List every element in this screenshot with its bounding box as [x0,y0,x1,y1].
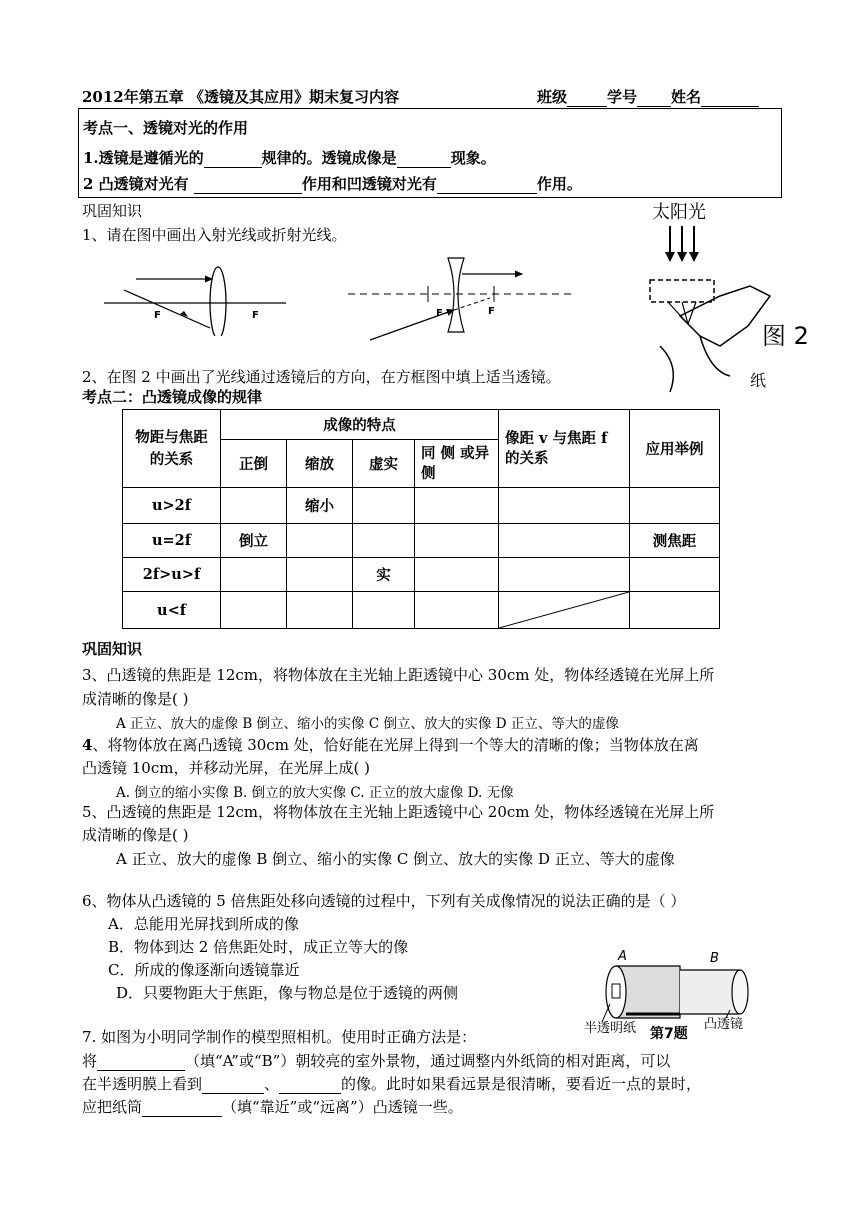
table-row [123,524,720,558]
q7-line2 [82,1050,670,1071]
blank-direction-choice[interactable] [142,1098,222,1117]
cell-app[interactable] [630,592,720,629]
page-title: 2012年第五章 《透镜及其应用》期末复习内容 [82,88,399,106]
header-relation: 物距与焦距的关系 [123,410,221,488]
section1-box [78,108,782,198]
section1-line2 [83,173,582,194]
q7-line2-a: 将 [82,1052,98,1070]
question-2: 2、在图 2 中画出了光线通过透镜后的方向，在方框图中填上适当透镜。 [82,368,561,386]
cell-side[interactable] [415,524,499,558]
focus-label-right: F [252,310,259,321]
q4-number: 4 [82,736,93,754]
cell-app[interactable] [630,488,720,524]
concave-lens-figure [340,254,580,344]
q6-option-b: B．物体到达 2 倍焦距处时，成正立等大的像 [108,938,409,956]
q7-line2-b: （填“A”或“B”）朝较亮的室外景物，通过调整内外纸筒的相对距离，可以 [185,1052,671,1070]
name-label: 姓名 [671,88,702,106]
q7-line3-c: 的像。此时如果看远景是很清晰，要看近一点的景时， [341,1075,702,1093]
cell-real[interactable] [353,488,415,524]
table-row [123,488,720,524]
diagonal-line [499,592,629,628]
blank-end-choice[interactable] [97,1052,185,1071]
q6-option-c: C．所成的像逐渐向透镜靠近 [108,961,300,979]
convex-lens-icon [210,267,226,336]
cell-app[interactable]: 测焦距 [630,524,720,558]
blank-image-feature-1[interactable] [202,1075,264,1094]
class-label: 班级 [537,88,568,106]
row-condition: 2f>u>f [123,558,221,592]
cell-real[interactable] [353,524,415,558]
name-blank[interactable] [701,88,759,107]
sunlight-label: 太阳光 [652,202,706,223]
header-upright: 正倒 [221,440,287,488]
q3-line2: 成清晰的像是( ) [82,690,189,708]
paper-shape [680,286,770,346]
convex-lens-figure [100,256,290,336]
line2-part-a: 2 凸透镜对光有 [83,175,189,193]
blank-imaging-phenomenon[interactable] [397,149,451,168]
header-side: 同 侧 或异侧 [415,440,499,488]
sunlight-figure [640,196,830,396]
converging-rays [668,302,696,324]
cell-vf[interactable] [499,488,630,524]
table-row [123,558,720,592]
figure-2-label: 图 2 [762,322,809,350]
q6-option-d: D．只要物距大于焦距，像与物总是位于透镜的两侧 [116,984,459,1002]
cell-app[interactable] [630,558,720,592]
cell-upright[interactable] [221,488,287,524]
inner-tube [680,970,740,1014]
model-camera-figure [580,944,770,1040]
cell-side[interactable] [415,488,499,524]
section1-line1 [83,147,496,168]
arrow-head-icon [665,252,675,262]
q7-line4-a: 应把纸筒 [82,1098,143,1116]
consolidate-heading-1: 巩固知识 [82,202,143,220]
cell-scale[interactable] [287,524,353,558]
paper-label: 纸 [750,371,767,390]
blank-convex-effect[interactable] [194,175,302,194]
question-1: 1、请在图中画出入射光线或折射光线。 [82,226,347,244]
cell-vf[interactable] [499,524,630,558]
cell-vf[interactable] [499,558,630,592]
header-features: 成像的特点 [221,410,499,440]
focus-label-left: F [436,308,443,319]
line1-part-b: 规律的。透镜成像是 [261,149,397,167]
header-real-virtual: 虚实 [353,440,415,488]
q7-line4 [82,1096,463,1117]
line2-part-b: 作用和凹透镜对光有 [301,175,437,193]
sun-rays [670,226,694,256]
q5-line2: 成清晰的像是( ) [82,826,189,844]
label-b: B [710,951,719,966]
q4-text: 、将物体放在离凸透镜 30cm 处，恰好能在光屏上得到一个等大的清晰的像；当物体放在离 [92,736,699,754]
tube-opening [606,966,626,1018]
header-application: 应用举例 [630,410,720,488]
cell-side[interactable] [415,558,499,592]
q4-line2: 凸透镜 10cm，并移动光屏，在光屏上成( ) [82,759,370,777]
row-condition: u=2f [123,524,221,558]
number-label: 学号 [607,88,638,106]
q4-options: A. 倒立的缩小实像 B. 倒立的放大实像 C. 正立的放大虚像 D. 无像 [116,785,514,801]
cell-upright[interactable] [221,592,287,629]
q7-line3-a: 在半透明膜上看到 [82,1075,203,1093]
row-condition: u>2f [123,488,221,524]
arrow-head-icon [677,252,687,262]
header-image-distance: 像距 v 与焦距 f 的关系 [499,410,630,488]
line1-part-a: 1.透镜是遵循光的 [83,149,204,167]
blank-light-law[interactable] [204,149,262,168]
q5-line1: 5、凸透镜的焦距是 12cm，将物体放在主光轴上距透镜中心 20cm 处，物体经透镜在光屏上所 [82,803,715,821]
cell-real[interactable]: 实 [353,558,415,592]
pointer-line [602,1004,610,1022]
q3-line1: 3、凸透镜的焦距是 12cm，将物体放在主光轴上距透镜中心 30cm 处，物体经透镜在光屏上所 [82,666,715,684]
lens-box [650,280,714,302]
consolidate-heading-2: 巩固知识 [82,640,143,658]
blank-image-feature-2[interactable] [279,1075,341,1094]
cell-vf-crossed [499,592,630,629]
cell-upright[interactable]: 倒立 [221,524,287,558]
lens-label: 凸透镜 [704,1017,744,1032]
row-condition: u<f [123,592,221,629]
cell-scale[interactable]: 缩小 [287,488,353,524]
line1-part-c: 现象。 [450,149,496,167]
line2-part-c: 作用。 [536,175,582,193]
q7-line3 [82,1073,701,1094]
convex-lens-icon [732,970,748,1014]
header-scale: 缩放 [287,440,353,488]
focus-label-left: F [154,310,161,321]
q6-stem: 6、物体从凸透镜的 5 倍焦距处移向透镜的过程中，下列有关成像情况的说法正确的是（ ） [82,892,686,910]
incident-ray-focus [124,290,210,328]
cell-scale[interactable] [287,592,353,629]
q7-line4-b: （填“靠近”或“远离”）凸透镜一些。 [222,1098,463,1116]
q7-line3-b: 、 [264,1075,280,1093]
q5-options: A 正立、放大的虚像 B 倒立、缩小的实像 C 倒立、放大的实像 D 正立、等大的虚像 [116,850,675,868]
blank-concave-effect[interactable] [437,175,537,194]
cell-real[interactable] [353,592,415,629]
table-row [123,592,720,629]
hand-outline [660,346,673,392]
cell-scale[interactable] [287,558,353,592]
label-a: A [618,949,627,964]
focus-label-right: F [488,306,495,317]
section2-title: 考点二：凸透镜成像的规律 [82,388,263,406]
number-blank[interactable] [637,88,671,107]
screen-label: 半透明纸 [584,1021,637,1036]
imaging-rules-table [122,409,720,629]
figure-caption: 第7题 [650,1026,688,1040]
q3-options: A 正立、放大的虚像 B 倒立、缩小的实像 C 倒立、放大的实像 D 正立、等大的虚像 [116,716,619,732]
q6-option-a: A．总能用光屏找到所成的像 [108,915,299,933]
q4-line1 [82,734,699,755]
cell-side[interactable] [415,592,499,629]
section1-title: 考点一、透镜对光的作用 [83,119,249,137]
cell-upright[interactable] [221,558,287,592]
concave-lens-icon [448,258,464,332]
student-info [537,86,759,107]
arrow-head-icon [689,252,699,262]
q7-line1: 7. 如图为小明同学制作的模型照相机。使用时正确方法是： [82,1028,477,1046]
class-blank[interactable] [567,88,607,107]
